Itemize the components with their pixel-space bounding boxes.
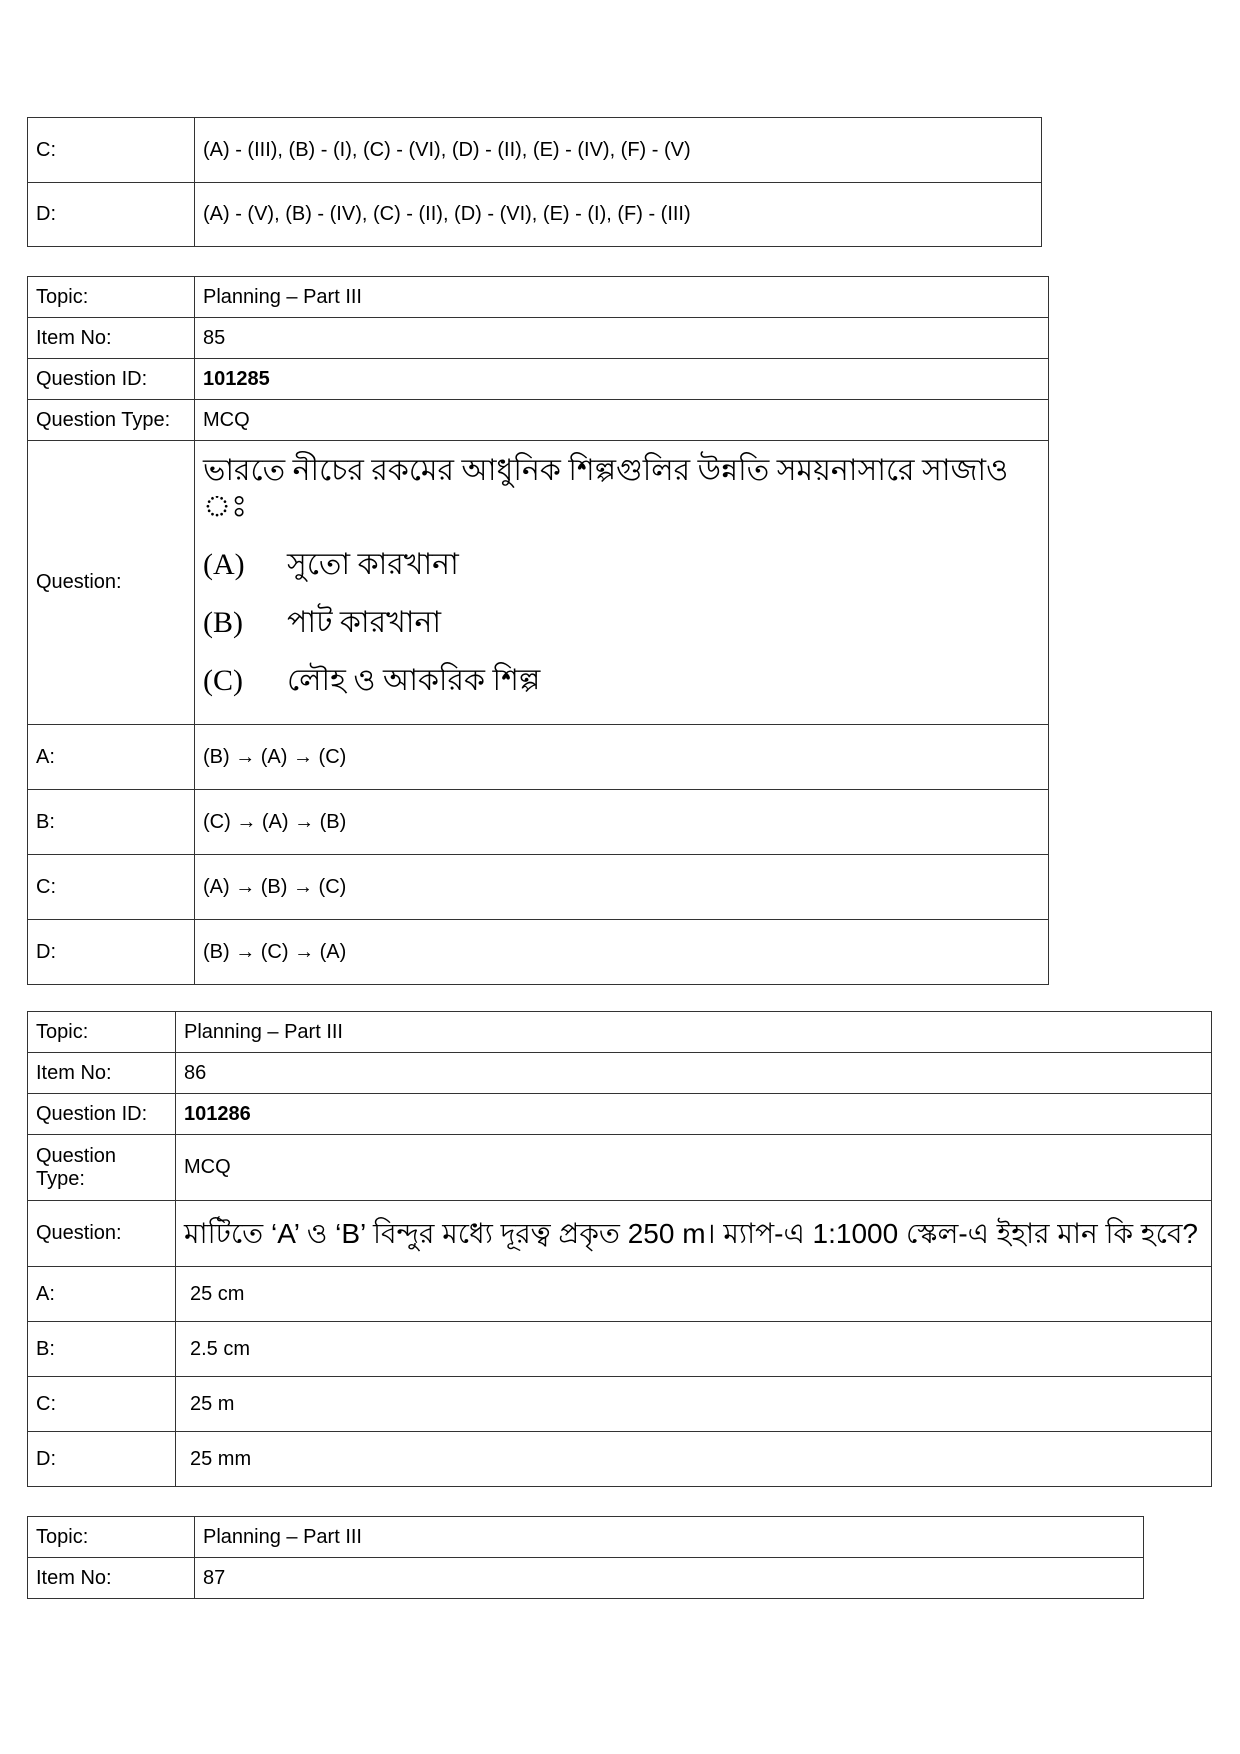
topic-label: Topic: xyxy=(28,1517,195,1558)
option-row-c xyxy=(28,118,1042,183)
sub-item-text: লৌহ ও আকরিক শিল্প xyxy=(287,664,541,697)
question-id-value: 101285 xyxy=(195,359,1049,400)
option-value: (C) → (A) → (B) xyxy=(195,790,1049,855)
item-value: 85 xyxy=(195,318,1049,359)
question-label: Question: xyxy=(28,441,195,725)
option-value: 25 m xyxy=(176,1377,1212,1432)
question-id-row xyxy=(28,359,1049,400)
question-type-value: MCQ xyxy=(176,1135,1212,1201)
option-label: B: xyxy=(28,790,195,855)
question-type-label: Question Type: xyxy=(28,1135,176,1201)
option-value: 25 cm xyxy=(176,1267,1212,1322)
topic-value: Planning – Part III xyxy=(195,277,1049,318)
question-type-value: MCQ xyxy=(195,400,1049,441)
option-value: 2.5 cm xyxy=(176,1322,1212,1377)
sub-item-letter: (A) xyxy=(203,548,245,581)
question-id-value: 101286 xyxy=(176,1094,1212,1135)
question-id-label: Question ID: xyxy=(28,359,195,400)
topic-value: Planning – Part III xyxy=(195,1517,1144,1558)
item-label: Item No: xyxy=(28,318,195,359)
item-row xyxy=(28,318,1049,359)
option-row-d xyxy=(28,920,1049,985)
question-type-row xyxy=(28,400,1049,441)
item-row xyxy=(28,1053,1212,1094)
question-table-85 xyxy=(27,276,1049,985)
option-label: A: xyxy=(28,725,195,790)
item-label: Item No: xyxy=(28,1053,176,1094)
sub-item-text: পাট কারখানা xyxy=(287,606,442,639)
question-type-label: Question Type: xyxy=(28,400,195,441)
option-value: (A) - (III), (B) - (I), (C) - (VI), (D) - (II), (E) - (IV), (F) - (V) xyxy=(195,118,1042,183)
option-value: (A) → (B) → (C) xyxy=(195,855,1049,920)
question-body xyxy=(195,441,1049,725)
question-table-87 xyxy=(27,1516,1144,1599)
item-label: Item No: xyxy=(28,1558,195,1599)
option-label: B: xyxy=(28,1322,176,1377)
question-text: মাটিতে ‘A’ ও ‘B’ বিন্দুর মধ্যে দূরত্ব প্রকৃত 250 m। ম্যাপ-এ 1:1000 স্কেল-এ ইহার মান কি হবে? xyxy=(176,1201,1212,1267)
sub-item-letter: (B) xyxy=(203,606,243,639)
question-row xyxy=(28,441,1049,725)
item-row xyxy=(28,1558,1144,1599)
option-label: A: xyxy=(28,1267,176,1322)
topic-row xyxy=(28,1517,1144,1558)
item-value: 86 xyxy=(176,1053,1212,1094)
option-label: C: xyxy=(28,855,195,920)
topic-row xyxy=(28,277,1049,318)
question-id-row xyxy=(28,1094,1212,1135)
option-value: (B) → (C) → (A) xyxy=(195,920,1049,985)
topic-label: Topic: xyxy=(28,1012,176,1053)
option-label: C: xyxy=(28,118,195,183)
option-row-d xyxy=(28,183,1042,247)
option-label: C: xyxy=(28,1377,176,1432)
topic-row xyxy=(28,1012,1212,1053)
question-table-prev xyxy=(27,117,1042,247)
topic-label: Topic: xyxy=(28,277,195,318)
option-row-b xyxy=(28,790,1049,855)
option-label: D: xyxy=(28,1432,176,1487)
sub-item-text: সুতো কারখানা xyxy=(287,548,459,581)
option-row-c xyxy=(28,1377,1212,1432)
option-row-a xyxy=(28,725,1049,790)
option-row-c xyxy=(28,855,1049,920)
option-row-a xyxy=(28,1267,1212,1322)
option-value: 25 mm xyxy=(176,1432,1212,1487)
option-row-b xyxy=(28,1322,1212,1377)
question-label: Question: xyxy=(28,1201,176,1267)
option-row-d xyxy=(28,1432,1212,1487)
question-text: ভারতে নীচের রকমের আধুনিক শিল্পগুলির উন্নতি সময়নাসারে সাজাও ঃ xyxy=(203,454,1009,523)
question-row xyxy=(28,1201,1212,1267)
sub-item-a xyxy=(203,547,1040,583)
question-id-label: Question ID: xyxy=(28,1094,176,1135)
option-label: D: xyxy=(28,920,195,985)
sub-item-c xyxy=(203,663,1040,699)
option-value: (B) → (A) → (C) xyxy=(195,725,1049,790)
question-table-86 xyxy=(27,1011,1212,1487)
option-label: D: xyxy=(28,183,195,247)
topic-value: Planning – Part III xyxy=(176,1012,1212,1053)
sub-item-letter: (C) xyxy=(203,664,243,697)
item-value: 87 xyxy=(195,1558,1144,1599)
option-value: (A) - (V), (B) - (IV), (C) - (II), (D) - (VI), (E) - (I), (F) - (III) xyxy=(195,183,1042,247)
sub-item-b xyxy=(203,605,1040,641)
question-type-row xyxy=(28,1135,1212,1201)
